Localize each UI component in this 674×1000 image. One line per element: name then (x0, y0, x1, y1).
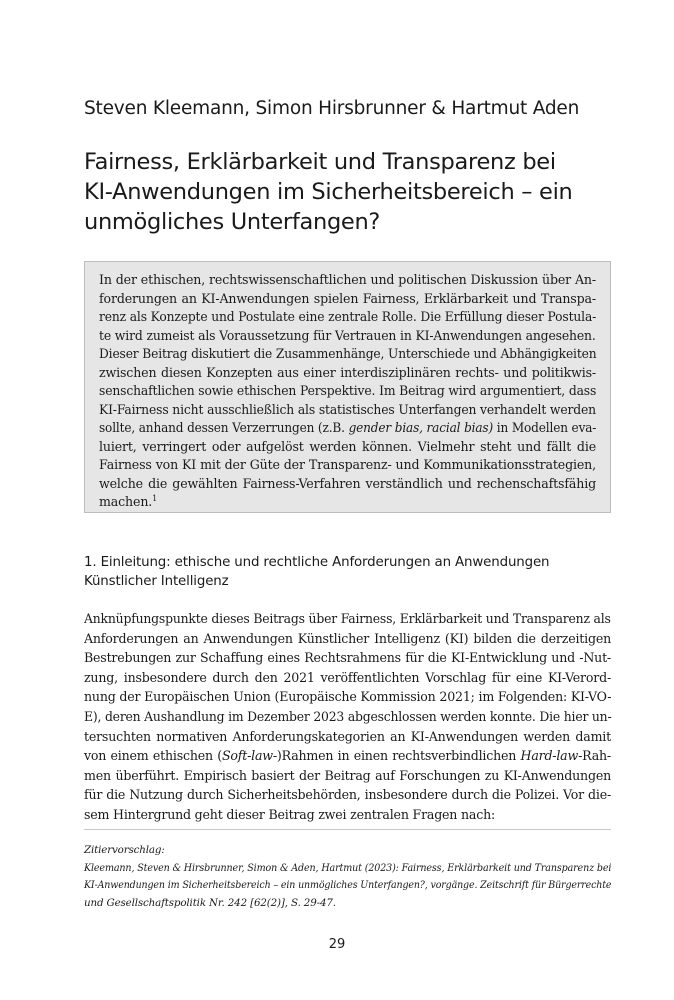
abstract-line: te wird zumeist als Voraussetzung für Vertrauen in KI-Anwendungen angesehen. (99, 327, 596, 343)
title-line: KI-Anwendungen im Sicherheitsbereich – ein (84, 179, 573, 205)
body-line: für die Nutzung durch Sicherheitsbehörden, insbesondere durch die Polizei. Vor die- (84, 787, 611, 803)
body-line: sem Hintergrund geht dieser Beitrag zwei zentralen Fragen nach: (84, 806, 496, 822)
citation-line: und Gesellschaftspolitik Nr. 242 [62(2)], S. 29-47. (84, 897, 336, 910)
abstract-box (84, 261, 611, 513)
title-line: Fairness, Erklärbarkeit und Transparenz bei (84, 149, 556, 175)
abstract-text: in Modellen eva- (493, 420, 597, 435)
body-text: )Rahmen in einen rechtsverbindlichen (276, 748, 521, 764)
abstract-line: renz als Konzepte und Postulate eine zentrale Rolle. Die Erfüllung dieser Postula- (99, 309, 597, 324)
abstract-italic: gender bias, racial bias) (348, 420, 494, 435)
body-line: Bestrebungen zur Schaffung eines Rechtsrahmens für die KI-Entwicklung und -Nut- (84, 650, 611, 666)
abstract-text: sollte, anhand dessen Verzerrungen (z.B. (99, 420, 349, 435)
page-number: 29 (328, 937, 346, 952)
abstract-line: KI-Fairness nicht ausschließlich als statistisches Unterfangen verhandelt werden (99, 401, 596, 417)
abstract-text: machen. (99, 494, 153, 509)
body-line: men überführt. Empirisch basiert der Beitrag auf Forschungen zu KI-Anwendungen (84, 767, 611, 783)
abstract-last-line (99, 493, 596, 512)
body-italic: Hard-law- (520, 748, 583, 764)
body-line: zung, insbesondere durch den 2021 veröffentlichten Vorschlag für eine KI-Verord- (84, 669, 611, 685)
abstract-line: luiert, verringert oder aufgelöst werden können. Vielmehr steht und fällt die (99, 438, 596, 454)
abstract-line: senschaftlichen sowie ethischen Perspektive. Im Beitrag wird argumentiert, dass (99, 383, 597, 398)
abstract-line: forderungen an KI-Anwendungen spielen Fairness, Erklärbarkeit und Transpa- (99, 290, 596, 306)
section-heading-line: Künstlicher Intelligenz (84, 574, 229, 589)
article-title (84, 147, 604, 237)
abstract-line: zwischen diesen Konzepten aus einer interdisziplinären rechts- und politikwis- (99, 364, 596, 380)
citation-label: Zitiervorschlag: (84, 844, 165, 856)
body-text: Rah- (582, 748, 611, 764)
body-line-mixed (84, 746, 611, 766)
section-heading (84, 553, 614, 591)
body-text: von einem ethischen ( (84, 748, 222, 764)
abstract-line-mixed (99, 419, 597, 438)
citation-line: KI-Anwendungen im Sicherheitsbereich – ein unmögliches Unterfangen?, vorgänge. Zeitschrift für Bürgerrechte (84, 879, 612, 892)
authors: Steven Kleemann, Simon Hirsbrunner & Hartmut Aden (84, 98, 580, 119)
citation-block (84, 842, 611, 913)
title-line: unmögliches Unterfangen? (84, 209, 381, 235)
body-line: tersuchten normativen Anforderungskategorien an KI-Anwendungen werden damit (84, 728, 611, 744)
footnote-divider (84, 829, 611, 830)
body-line: E), deren Aushandlung im Dezember 2023 abgeschlossen werden konnte. Die hier un- (84, 708, 612, 724)
body-line: nung der Europäischen Union (Europäische Kommission 2021; im Folgenden: KI-VO- (84, 689, 612, 705)
body-paragraph (84, 609, 611, 825)
body-italic: Soft-law- (221, 748, 277, 764)
abstract-line: welche die gewählten Fairness-Verfahren verständlich und rechenschaftsfähig (99, 475, 596, 491)
footnote-marker[interactable]: 1 (152, 493, 158, 503)
body-line: Anforderungen an Anwendungen Künstlicher Intelligenz (KI) bilden die derzeitigen (84, 630, 611, 646)
abstract-line: Dieser Beitrag diskutiert die Zusammenhänge, Unterschiede und Abhängigkeiten (99, 346, 597, 361)
section-heading-line: 1. Einleitung: ethische und rechtliche Anforderungen an Anwendungen (84, 555, 550, 570)
body-line: Anknüpfungspunkte dieses Beitrags über Fairness, Erklärbarkeit und Transparenz als (84, 611, 611, 626)
abstract-line: In der ethischen, rechtswissenschaftlichen und politischen Diskussion über An- (99, 272, 596, 287)
citation-line: Kleemann, Steven & Hirsbrunner, Simon & Aden, Hartmut (2023): Fairness, Erklärbarkeit und Transparenz bei (84, 861, 612, 874)
abstract-line: Fairness von KI mit der Güte der Transparenz- und Kommunikationsstrategien, (99, 457, 596, 472)
